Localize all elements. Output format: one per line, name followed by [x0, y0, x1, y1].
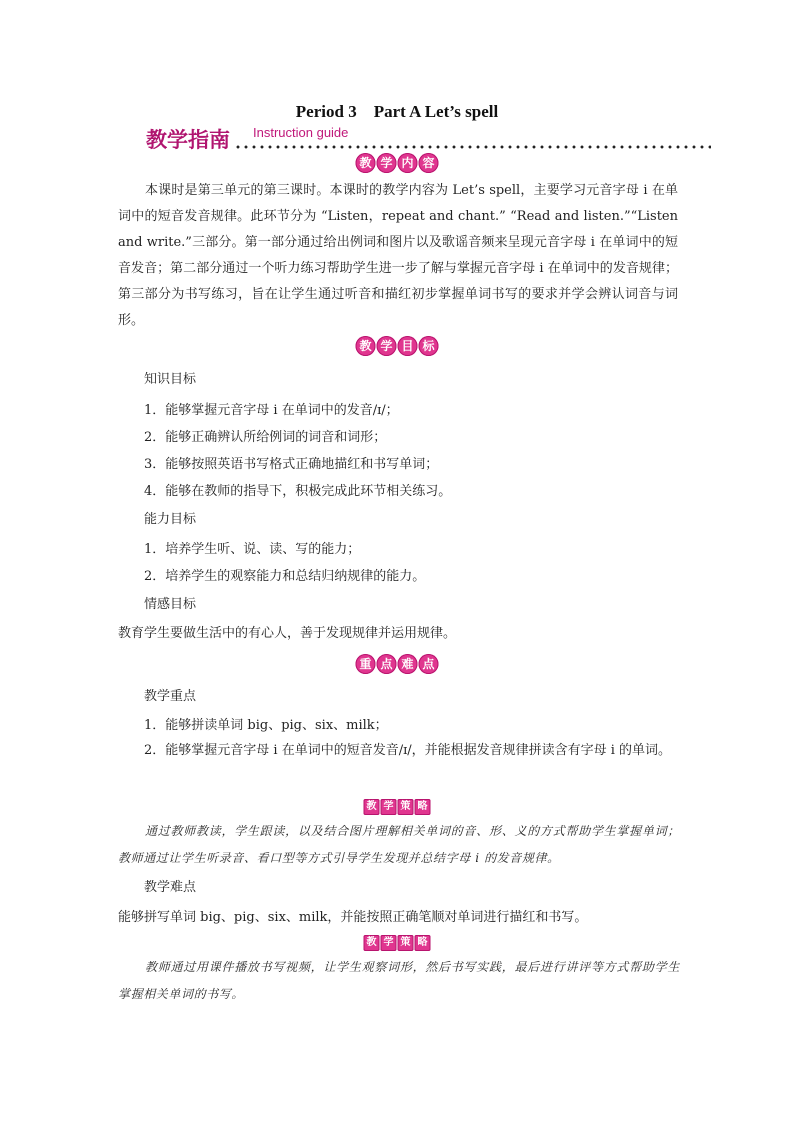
list-item: 1．能够拼读单词 big、pig、six、milk； — [144, 718, 388, 733]
strategy-badge: 教 学 策 略 — [364, 799, 431, 815]
list-item: 1．培养学生听、说、读、写的能力； — [144, 542, 361, 557]
list-item: 1．能够掌握元音字母 i 在单词中的发音/ɪ/； — [144, 403, 399, 418]
strategy-text: 通过教师教读，学生跟读，以及结合图片理解相关单词的音、形、义的方式帮助学生掌握单词；教师通过让学生听录音、看口型等方式引导学生发现并总结字母 i 的发音规律。 — [118, 824, 680, 865]
ability-heading: 能力目标 — [144, 512, 197, 527]
strategy-text: 教师通过用课件播放书写视频，让学生观察词形，然后书写实践，最后进行讲评等方式帮助学生掌握相关单词的书写。 — [118, 960, 680, 1001]
instruction-guide-heading: 教学指南 — [146, 128, 230, 152]
list-item: 2．能够正确辨认所给例词的词音和词形； — [144, 430, 387, 445]
dotted-divider — [234, 145, 711, 149]
list-item: 2．培养学生的观察能力和总结归纳规律的能力。 — [144, 569, 426, 584]
content-paragraph: 本课时是第三单元的第三课时。本课时的教学内容为 Let’s spell，主要学习元音字母 i 在单词中的短音发音规律。此环节分为 “Listen，repeat and chant.” “Read and listen.”“Listen and write.”三部分。第一部分通过给出例词和图片以及歌谣音频来呈现元音字母 i 在单词中的短音发音；第二部分通过一个听力练习帮助学生进一步了解与掌握元音字母 i 在单词中的发音规律；第三部分为书写练习，旨在让学生通过听音和描红初步掌握单词书写的要求并学会辨认词音与词形。 — [118, 183, 678, 328]
emotion-text: 教育学生要做生活中的有心人，善于发现规律并运用规律。 — [118, 626, 457, 641]
knowledge-heading: 知识目标 — [144, 372, 197, 387]
section-badge-objectives: 教 学 目 标 — [356, 336, 439, 356]
key-heading: 教学重点 — [144, 689, 197, 704]
section-badge-key-points: 重 点 难 点 — [356, 654, 439, 674]
page-title: Period 3 Part A Let’s spell — [295, 102, 499, 121]
list-item: 2．能够掌握元音字母 i 在单词中的短音发音/ɪ/，并能根据发音规律拼读含有字母 i 的单词。 — [144, 743, 672, 758]
difficulty-heading: 教学难点 — [144, 880, 197, 895]
list-item: 4．能够在教师的指导下，积极完成此环节相关练习。 — [144, 484, 452, 499]
instruction-guide-subheading: Instruction guide — [253, 125, 349, 140]
section-badge-content: 教 学 内 容 — [356, 153, 439, 173]
list-item: 3．能够按照英语书写格式正确地描红和书写单词； — [144, 457, 439, 472]
difficulty-text: 能够拼写单词 big、pig、six、milk，并能按照正确笔顺对单词进行描红和书写。 — [118, 910, 588, 925]
strategy-badge: 教 学 策 略 — [364, 935, 431, 951]
emotion-heading: 情感目标 — [144, 597, 197, 612]
